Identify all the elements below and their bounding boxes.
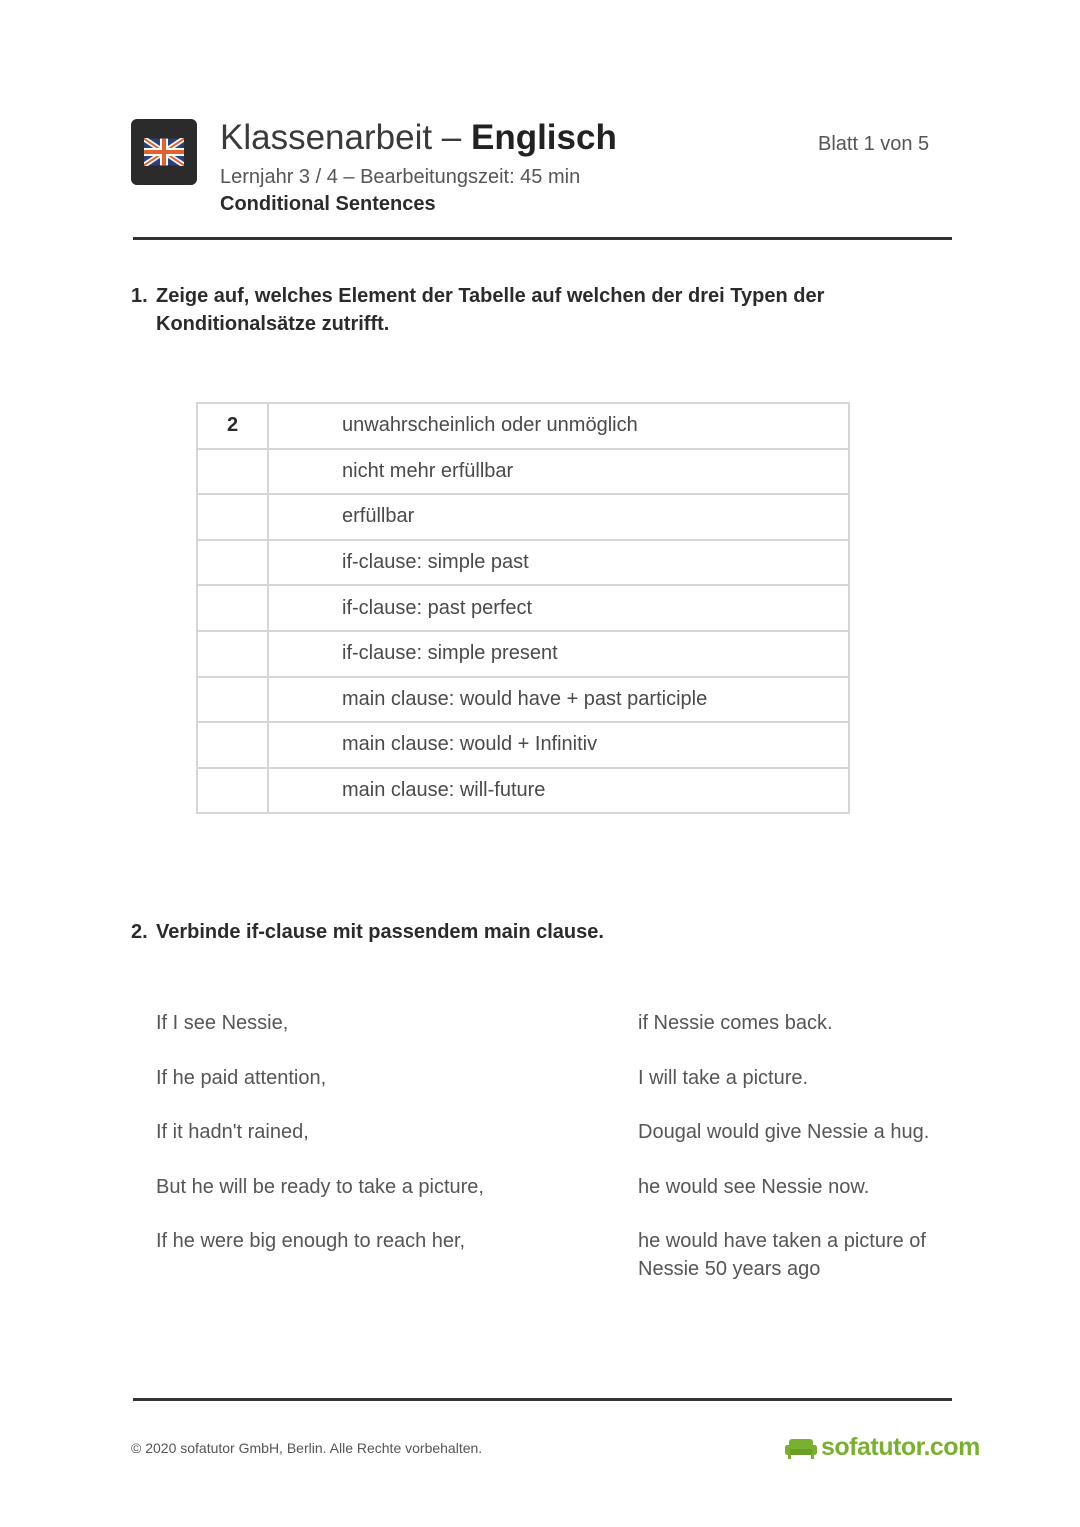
uk-flag-icon: [144, 138, 184, 166]
element-cell: if-clause: past perfect: [268, 585, 849, 631]
main-clause-item[interactable]: he would see Nessie now.: [638, 1176, 870, 1198]
main-clause-item[interactable]: [638, 1227, 926, 1283]
table-row: [197, 494, 849, 540]
task-1-number: 1.: [131, 285, 148, 307]
type-number-cell[interactable]: [197, 722, 268, 768]
table-row: [197, 449, 849, 495]
if-clause-item[interactable]: If he were big enough to reach her,: [156, 1230, 466, 1252]
table-row: [197, 585, 849, 631]
main-clause-line-2: Nessie 50 years ago: [638, 1258, 821, 1280]
table-row: [197, 631, 849, 677]
classification-table: [196, 402, 850, 814]
copyright-notice: © 2020 sofatutor GmbH, Berlin. Alle Rechte vorbehalten.: [131, 1440, 483, 1456]
logo-text: sofatutor.com: [821, 1433, 980, 1461]
if-clause-item[interactable]: If I see Nessie,: [156, 1012, 289, 1034]
table-row: [197, 540, 849, 586]
type-number-cell[interactable]: [197, 768, 268, 814]
type-number-cell[interactable]: [197, 631, 268, 677]
type-number-cell[interactable]: 2: [197, 403, 268, 449]
task-2-number: 2.: [131, 921, 148, 943]
task-1-instruction: [131, 282, 824, 338]
element-cell: unwahrscheinlich oder unmöglich: [268, 403, 849, 449]
if-clause-item[interactable]: If it hadn't rained,: [156, 1121, 309, 1143]
header-divider: [133, 237, 952, 240]
sofa-icon: [785, 1436, 817, 1460]
main-clause-item[interactable]: I will take a picture.: [638, 1067, 809, 1089]
type-number-cell[interactable]: [197, 540, 268, 586]
element-cell: if-clause: simple present: [268, 631, 849, 677]
sheet-counter: Blatt 1 von 5: [818, 133, 930, 155]
main-clause-item[interactable]: if Nessie comes back.: [638, 1012, 833, 1034]
topic-heading: Conditional Sentences: [220, 193, 436, 215]
type-number-cell[interactable]: [197, 449, 268, 495]
element-cell: if-clause: simple past: [268, 540, 849, 586]
task-2-text: Verbinde if-clause mit passendem main clause.: [156, 921, 604, 943]
task-2-instruction: [131, 918, 604, 946]
page-subtitle: Lernjahr 3 / 4 – Bearbeitungszeit: 45 min: [220, 166, 581, 188]
type-number-cell[interactable]: [197, 585, 268, 631]
type-number-cell[interactable]: [197, 494, 268, 540]
sofatutor-logo[interactable]: [785, 1433, 980, 1462]
main-clause-line-1: he would have taken a picture of: [638, 1230, 926, 1252]
task-1-line-2: Konditionalsätze zutrifft.: [156, 313, 390, 335]
if-clause-item[interactable]: If he paid attention,: [156, 1067, 327, 1089]
footer-divider: [133, 1398, 952, 1401]
element-cell: nicht mehr erfüllbar: [268, 449, 849, 495]
table-row: [197, 677, 849, 723]
element-cell: main clause: would + Infinitiv: [268, 722, 849, 768]
main-clause-item[interactable]: Dougal would give Nessie a hug.: [638, 1121, 930, 1143]
table-row: [197, 768, 849, 814]
element-cell: main clause: would have + past participle: [268, 677, 849, 723]
type-number-cell[interactable]: [197, 677, 268, 723]
table-row: [197, 722, 849, 768]
subject-flag-badge: [131, 119, 197, 185]
element-cell: erfüllbar: [268, 494, 849, 540]
page-title: Klassenarbeit – Englisch: [220, 118, 617, 157]
if-clause-item[interactable]: But he will be ready to take a picture,: [156, 1176, 484, 1198]
table-row: [197, 403, 849, 449]
task-1-line-1: Zeige auf, welches Element der Tabelle auf welchen der drei Typen der: [156, 285, 825, 307]
element-cell: main clause: will-future: [268, 768, 849, 814]
